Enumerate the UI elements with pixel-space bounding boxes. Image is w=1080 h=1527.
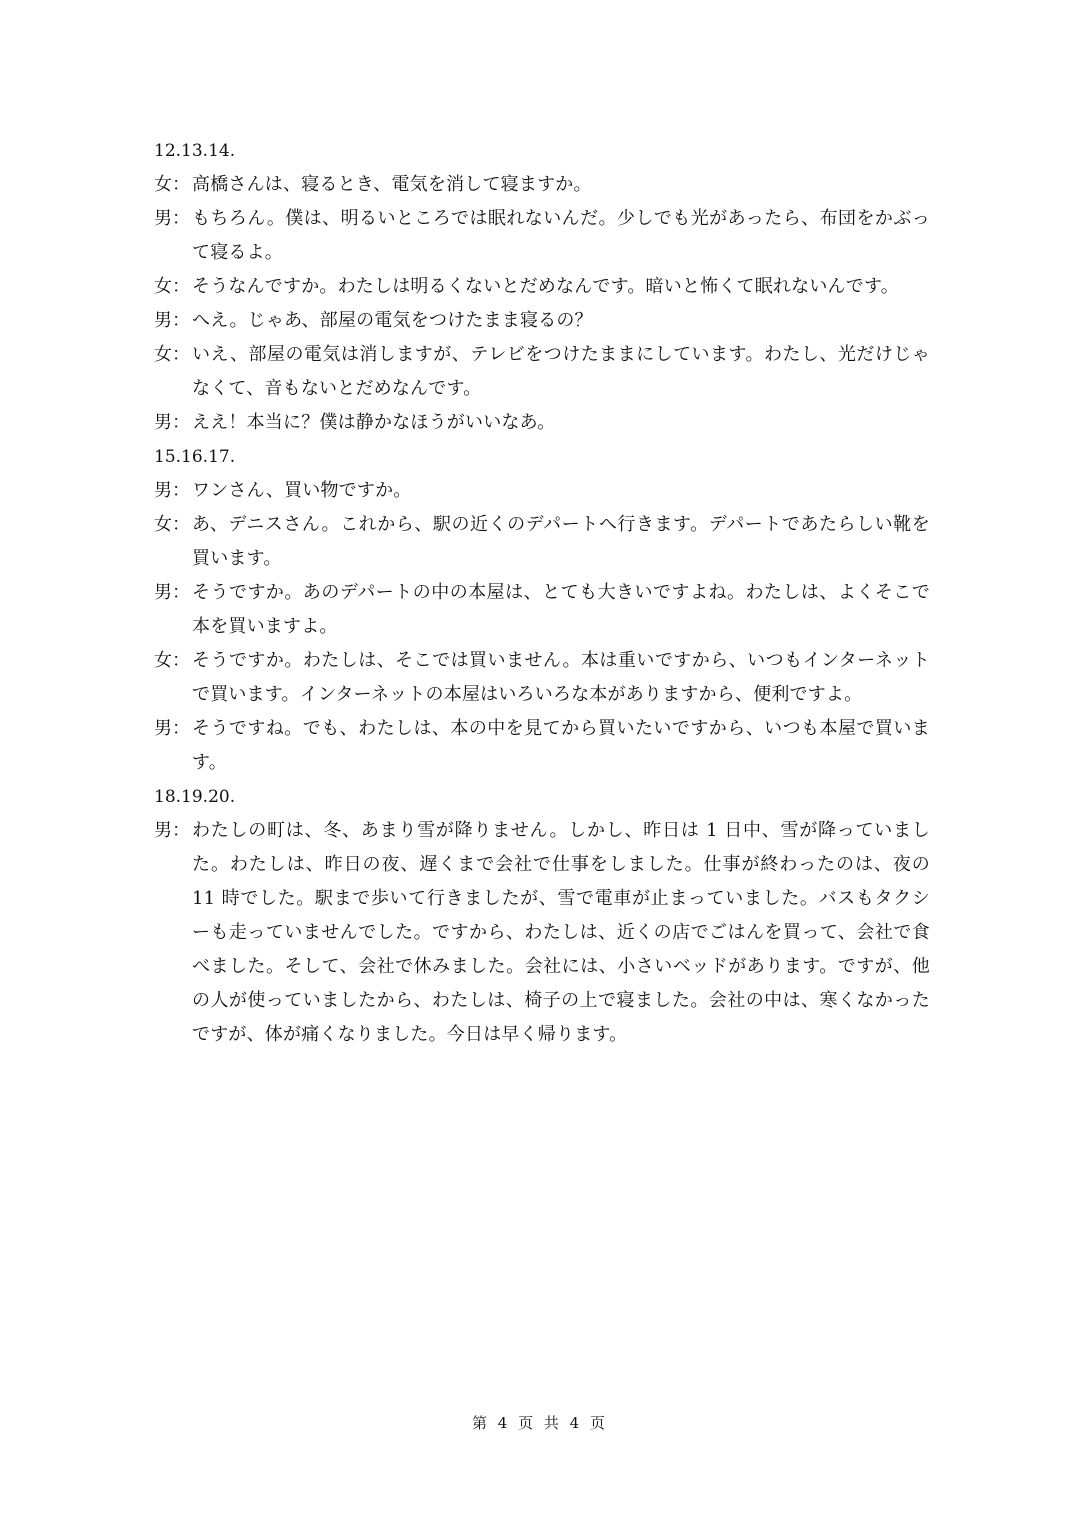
speech-text: もちろん。僕は、明るいところでは眠れないんだ。少しでも光があったら、布団をかぶって寝るよ。 xyxy=(192,208,930,263)
speech-text: そうですか。わたしは、そこでは買いません。本は重いですから、いつもインターネットで買います。インターネットの本屋はいろいろな本がありますから、便利ですよ。 xyxy=(192,650,930,705)
speaker-label: 女： xyxy=(154,514,190,535)
speaker-label: 男： xyxy=(154,310,190,331)
speech-text: ええ！本当に？僕は静かなほうがいいなあ。 xyxy=(192,412,556,433)
dialogue-line xyxy=(154,712,930,780)
speaker-label: 女： xyxy=(154,276,190,297)
dialogue-line xyxy=(154,644,930,712)
speaker-label: 男： xyxy=(154,208,190,229)
speech-text: ワンさん、買い物ですか。 xyxy=(192,480,412,501)
speech-text: わたしの町は、冬、あまり雪が降りません。しかし、昨日は 1 日中、雪が降っていました。わたしは、昨日の夜、遅くまで会社で仕事をしました。仕事が終わったのは、夜の 11 時でした。駅まで歩いて行きましたが、雪で電車が止まっていました。バスもタクシーも走っていませんでした。ですから、わたしは、近くの店でごはんを買って、会社で食べました。そして、会社で休みました。会社には、小さいベッドがあります。ですが、他の人が使っていましたから、わたしは、椅子の上で寝ました。会社の中は、寒くなかったですが、体が痛くなりました。今日は早く帰ります。 xyxy=(192,820,930,1045)
speaker-label: 男： xyxy=(154,718,190,739)
page-number-footer: 第 4 页 共 4 页 xyxy=(472,1414,608,1432)
speaker-label: 男： xyxy=(154,412,190,433)
dialogue-line xyxy=(154,338,930,406)
speaker-label: 女： xyxy=(154,344,190,365)
dialogue-content xyxy=(154,134,930,1052)
dialogue-line xyxy=(154,406,930,440)
speech-text: いえ、部屋の電気は消しますが、テレビをつけたままにしています。わたし、光だけじゃなくて、音もないとだめなんです。 xyxy=(192,344,930,399)
section-label: 18.19.20. xyxy=(154,787,236,807)
section-12-14 xyxy=(154,134,930,440)
dialogue-line xyxy=(154,576,930,644)
speaker-label: 女： xyxy=(154,174,190,195)
section-18-20 xyxy=(154,780,930,1052)
dialogue-line xyxy=(154,270,930,304)
dialogue-line xyxy=(154,474,930,508)
speech-text: 高橋さんは、寝るとき、電気を消して寝ますか。 xyxy=(192,174,592,195)
speech-text: そうですか。あのデパートの中の本屋は、とても大きいですよね。わたしは、よくそこで本を買いますよ。 xyxy=(192,582,930,637)
speech-text: へえ。じゃあ、部屋の電気をつけたまま寝るの？ xyxy=(192,310,593,331)
speaker-label: 男： xyxy=(154,820,190,841)
dialogue-line xyxy=(154,202,930,270)
dialogue-line xyxy=(154,814,930,1052)
section-label: 15.16.17. xyxy=(154,447,236,467)
speaker-label: 男： xyxy=(154,480,190,501)
speech-text: そうなんですか。わたしは明るくないとだめなんです。暗いと怖くて眠れないんです。 xyxy=(192,276,899,297)
section-15-17 xyxy=(154,440,930,780)
speech-text: あ、デニスさん。これから、駅の近くのデパートへ行きます。デパートであたらしい靴を買います。 xyxy=(192,514,930,569)
dialogue-line xyxy=(154,168,930,202)
section-label: 12.13.14. xyxy=(154,141,236,161)
speech-text: そうですね。でも、わたしは、本の中を見てから買いたいですから、いつも本屋で買います。 xyxy=(192,718,930,773)
speaker-label: 男： xyxy=(154,582,190,603)
dialogue-line xyxy=(154,304,930,338)
speaker-label: 女： xyxy=(154,650,190,671)
dialogue-line xyxy=(154,508,930,576)
